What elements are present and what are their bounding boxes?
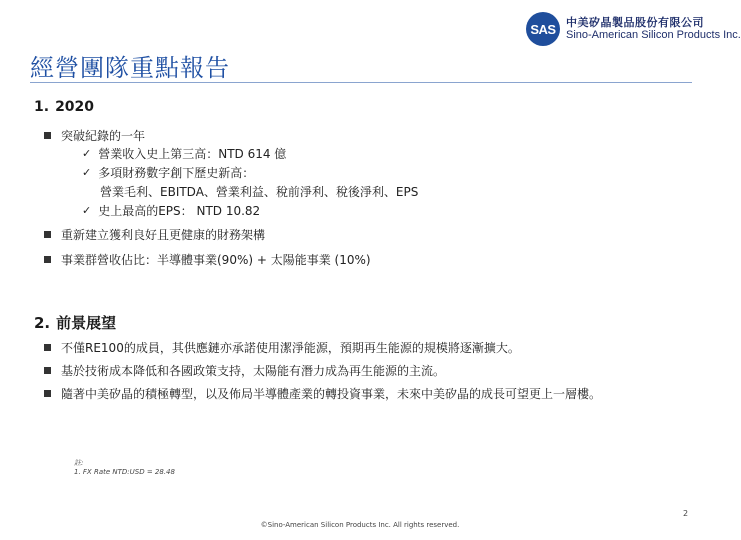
page-number: 2 bbox=[683, 509, 689, 518]
section-2-bullet-1 bbox=[44, 339, 520, 356]
section-1-number: 1. bbox=[34, 99, 50, 115]
page-title: 經營團隊重點報告 bbox=[30, 54, 230, 82]
check-item-1 bbox=[82, 145, 286, 162]
section-1-bullet-3 bbox=[44, 251, 371, 268]
company-logo bbox=[526, 12, 741, 46]
bullet-text: 不僅RE100的成員，其供應鏈亦承諾使用潔淨能源，預期再生能源的規模將逐漸擴大。 bbox=[61, 341, 520, 355]
bullet-text: 隨著中美矽晶的積極轉型，以及佈局半導體產業的轉投資事業，未來中美矽晶的成長可望更上一層樓。 bbox=[61, 387, 602, 401]
checkmark-icon: ✓ bbox=[82, 147, 92, 160]
check-item-2-continuation: 營業毛利、EBITDA、營業利益、稅前淨利、稅後淨利、EPS bbox=[100, 185, 419, 199]
copyright-footer bbox=[0, 521, 720, 529]
logo-badge: SAS bbox=[526, 12, 560, 46]
bullet-text: 突破紀錄的一年 bbox=[61, 129, 146, 143]
check-text: 史上最高的EPS： NTD 10.82 bbox=[98, 204, 261, 218]
square-bullet-icon bbox=[44, 390, 51, 397]
square-bullet-icon bbox=[44, 344, 51, 351]
square-bullet-icon bbox=[44, 231, 51, 238]
section-1-bullet-2 bbox=[44, 226, 265, 243]
bullet-text: 事業群營收佔比：半導體事業(90%) + 太陽能事業 (10%) bbox=[61, 253, 371, 267]
square-bullet-icon bbox=[44, 256, 51, 263]
check-text: 多項財務數字創下歷史新高： bbox=[98, 166, 255, 180]
section-1-title: 2020 bbox=[55, 99, 95, 115]
company-name-cn: 中美矽晶製品股份有限公司 bbox=[566, 16, 704, 29]
copyright-text: ©Sino-American Silicon Products Inc. All rights reserved. bbox=[260, 521, 460, 529]
company-name-en: Sino-American Silicon Products Inc. bbox=[566, 29, 741, 41]
section-1-bullet-1 bbox=[44, 127, 145, 144]
square-bullet-icon bbox=[44, 367, 51, 374]
title-divider bbox=[30, 82, 692, 83]
section-2-number: 2. bbox=[34, 314, 51, 332]
checkmark-icon: ✓ bbox=[82, 204, 92, 217]
check-item-3 bbox=[82, 202, 260, 219]
check-text: 營業收入史上第三高：NTD 614 億 bbox=[98, 147, 287, 161]
section-2-title: 前景展望 bbox=[56, 314, 117, 332]
bullet-text: 基於技術成本降低和各國政策支持，太陽能有潛力成為再生能源的主流。 bbox=[61, 364, 446, 378]
footnote-text: 1. FX Rate NTD:USD = 28.48 bbox=[74, 468, 175, 476]
footnote-label: 註: bbox=[74, 459, 84, 467]
checkmark-icon: ✓ bbox=[82, 166, 92, 179]
bullet-text: 重新建立獲利良好且更健康的財務架構 bbox=[61, 228, 266, 242]
section-2-bullet-3 bbox=[44, 385, 601, 402]
check-item-2 bbox=[82, 164, 254, 181]
section-1-heading bbox=[34, 99, 94, 115]
section-2-bullet-2 bbox=[44, 362, 445, 379]
logo-text bbox=[566, 16, 741, 42]
square-bullet-icon bbox=[44, 132, 51, 139]
section-2-heading bbox=[34, 312, 116, 333]
